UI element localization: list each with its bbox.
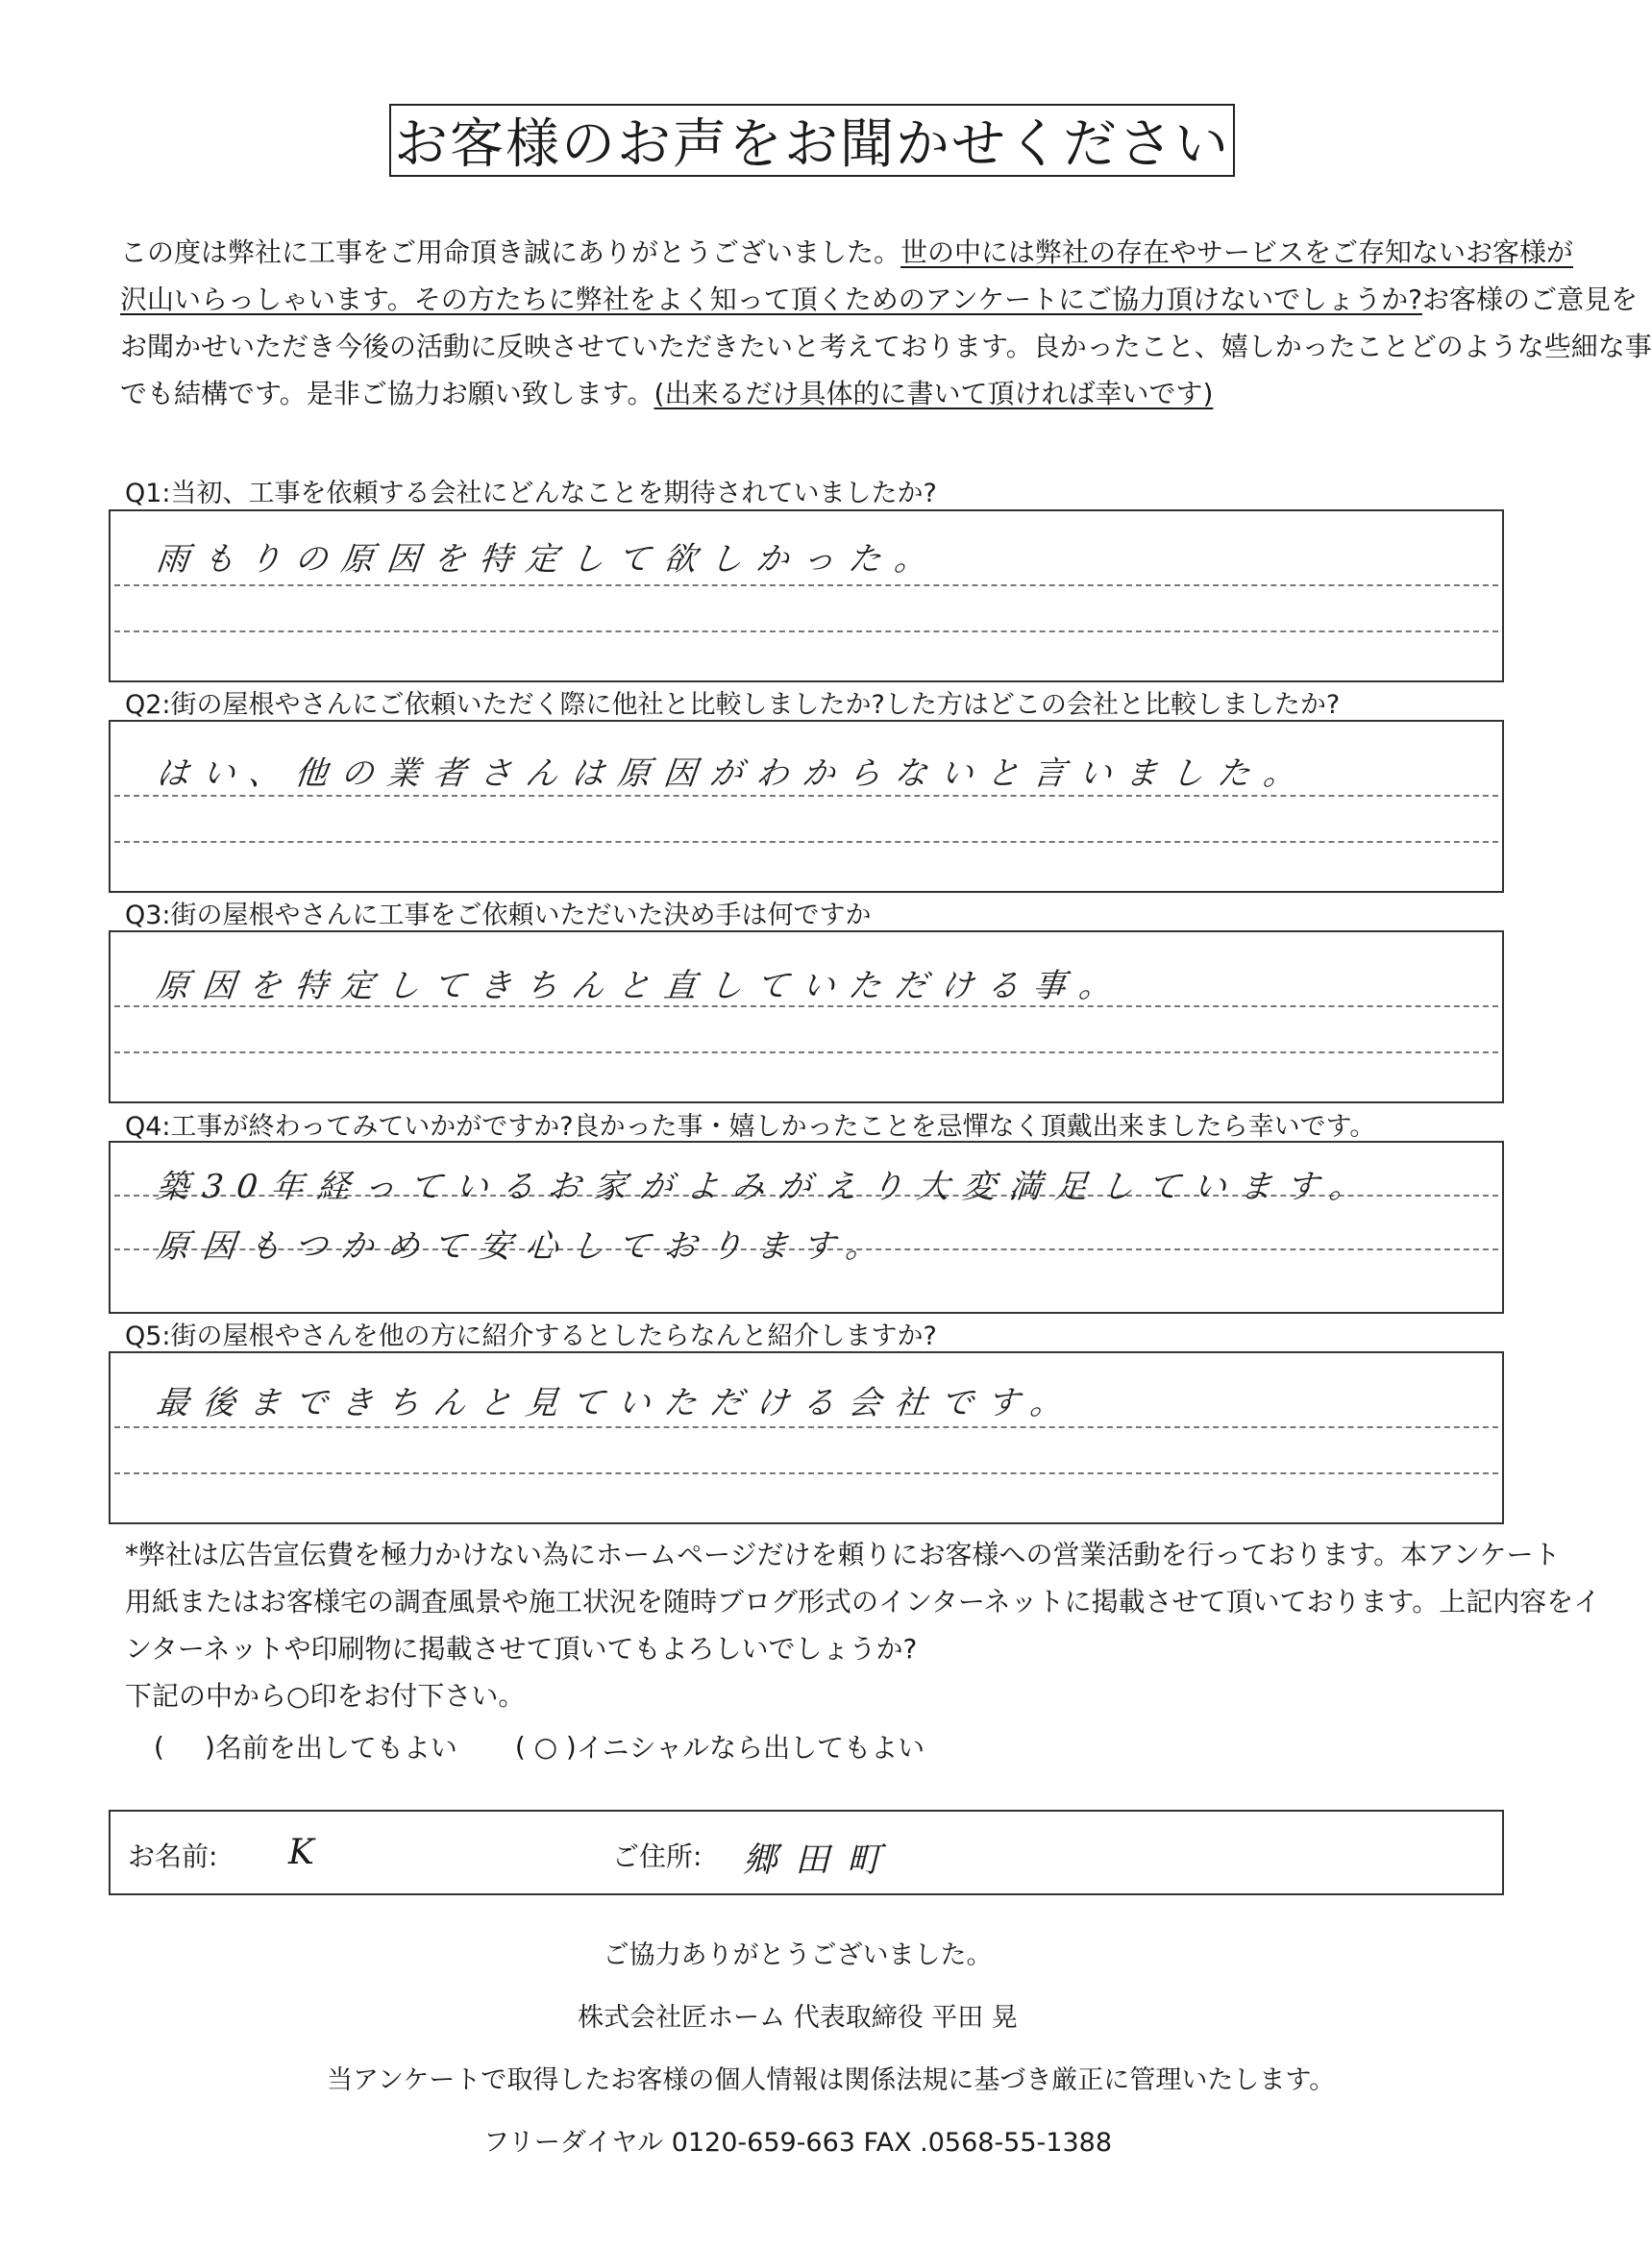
- question-3-answer-box[interactable]: [109, 930, 1504, 1103]
- intro-text: お客様のご意見を: [1421, 284, 1638, 315]
- name-field[interactable]: K: [288, 1833, 332, 1872]
- publication-notice: [125, 1531, 1601, 1719]
- notice-line-1: *弊社は広告宣伝費を極力かけない為にホームページだけを頼りにお客様への営業活動を行っております。本アンケート: [125, 1539, 1561, 1570]
- dashed-rule: [114, 841, 1498, 843]
- dashed-rule: [114, 630, 1498, 632]
- dashed-rule: [114, 795, 1498, 797]
- option-1-checkbox[interactable]: ( ): [154, 1730, 215, 1763]
- intro-paragraph: [120, 229, 1652, 417]
- question-1-answer-box[interactable]: [109, 509, 1504, 682]
- footer: [327, 1934, 1336, 2184]
- intro-line-3: お聞かせいただき今後の活動に反映させていただきたいと考えております。良かったこと、嬉しかったことどのような些細な事: [120, 331, 1652, 362]
- address-field[interactable]: 郷田町: [743, 1840, 900, 1880]
- question-3-label: Q3:街の屋根やさんに工事をご依頼いただいた決め手は何ですか: [125, 901, 872, 930]
- consent-choices: [154, 1727, 925, 1766]
- option-1-label: 名前を出してもよい: [214, 1732, 457, 1764]
- option-2-checkbox[interactable]: ( ○ ): [514, 1730, 577, 1763]
- name-label: お名前:: [128, 1840, 218, 1872]
- intro-line-1: [120, 229, 1574, 276]
- footer-privacy: 当アンケートで取得したお客様の個人情報は関係法規に基づき厳正に管理いたします。: [327, 2065, 1336, 2095]
- option-2-label: イニシャルなら出してもよい: [576, 1732, 925, 1764]
- dashed-rule: [114, 1426, 1498, 1428]
- option-2-mark: ○: [533, 1730, 558, 1763]
- notice-line-4: 下記の中から○印をお付下さい。: [125, 1680, 526, 1712]
- question-5-answer-line-1: 最後まできちんと見ていただける会社です。: [154, 1384, 1079, 1422]
- question-2-answer-line-1: はい、他の業者さんは原因がわからないと言いました。: [154, 754, 1312, 793]
- question-4-answer-line-1: 築30年経っているお家がよみがえり大変満足しています。: [154, 1168, 1378, 1206]
- dashed-rule: [114, 1472, 1498, 1474]
- intro-line-4: [120, 370, 1523, 417]
- customer-info-box: [109, 1810, 1504, 1895]
- question-1-answer-line-1: 雨もりの原因を特定して欲しかった。: [154, 540, 943, 579]
- dashed-rule: [114, 1051, 1498, 1053]
- notice-line-3: ンターネットや印刷物に掲載させて頂いてもよろしいでしょうか?: [125, 1633, 918, 1665]
- question-2-answer-box[interactable]: [109, 720, 1504, 893]
- form-title: お客様のお声をお聞かせください: [394, 113, 1230, 176]
- question-5-answer-box[interactable]: [109, 1351, 1504, 1524]
- intro-underlined-text: (出来るだけ具体的に書いて頂ければ幸いです): [653, 378, 1214, 409]
- notice-line-2: 用紙またはお客様宅の調査風景や施工状況を随時ブログ形式のインターネットに掲載させて頂いております。上記内容をイ: [125, 1586, 1601, 1618]
- dashed-rule: [114, 584, 1498, 586]
- intro-underlined-text: 世の中には弊社の存在やサービスをご存知ないお客様が: [900, 236, 1574, 268]
- footer-company: 株式会社匠ホーム 代表取締役 平田 晃: [578, 2003, 1018, 2033]
- question-4-answer-box[interactable]: [109, 1141, 1504, 1314]
- intro-underlined-text: 沢山いらっしゃいます。その方たちに弊社をよく知って頂くためのアンケートにご協力頂けないでしょうか?: [120, 284, 1422, 315]
- address-label: ご住所:: [612, 1840, 703, 1872]
- question-3-answer-line-1: 原因を特定してきちんと直していただける事。: [154, 967, 1127, 1005]
- footer-contact: フリーダイヤル 0120-659-663 FAX .0568-55-1388: [483, 2128, 1112, 2158]
- intro-text: この度は弊社に工事をご用命頂き誠にありがとうございました。: [120, 236, 901, 268]
- question-4-answer-line-2: 原因もつかめて安心しております。: [154, 1227, 895, 1266]
- intro-text: でも結構です。是非ご協力お願い致します。: [120, 378, 654, 409]
- form-title-box: [389, 104, 1235, 177]
- question-2-label: Q2:街の屋根やさんにご依頼いただく際に他社と比較しましたか?した方はどこの会社と比較しましたか?: [125, 690, 1341, 720]
- question-5-label: Q5:街の屋根やさんを他の方に紹介するとしたらなんと紹介しますか?: [125, 1322, 937, 1351]
- question-1-label: Q1:当初、工事を依頼する会社にどんなことを期待されていましたか?: [125, 479, 937, 508]
- footer-thanks: ご協力ありがとうございました。: [603, 1940, 993, 1970]
- intro-line-2: [120, 276, 1638, 323]
- question-4-label: Q4:工事が終わってみていかがですか?良かった事・嬉しかったことを忌憚なく頂戴出来ましたら幸いです。: [125, 1112, 1376, 1142]
